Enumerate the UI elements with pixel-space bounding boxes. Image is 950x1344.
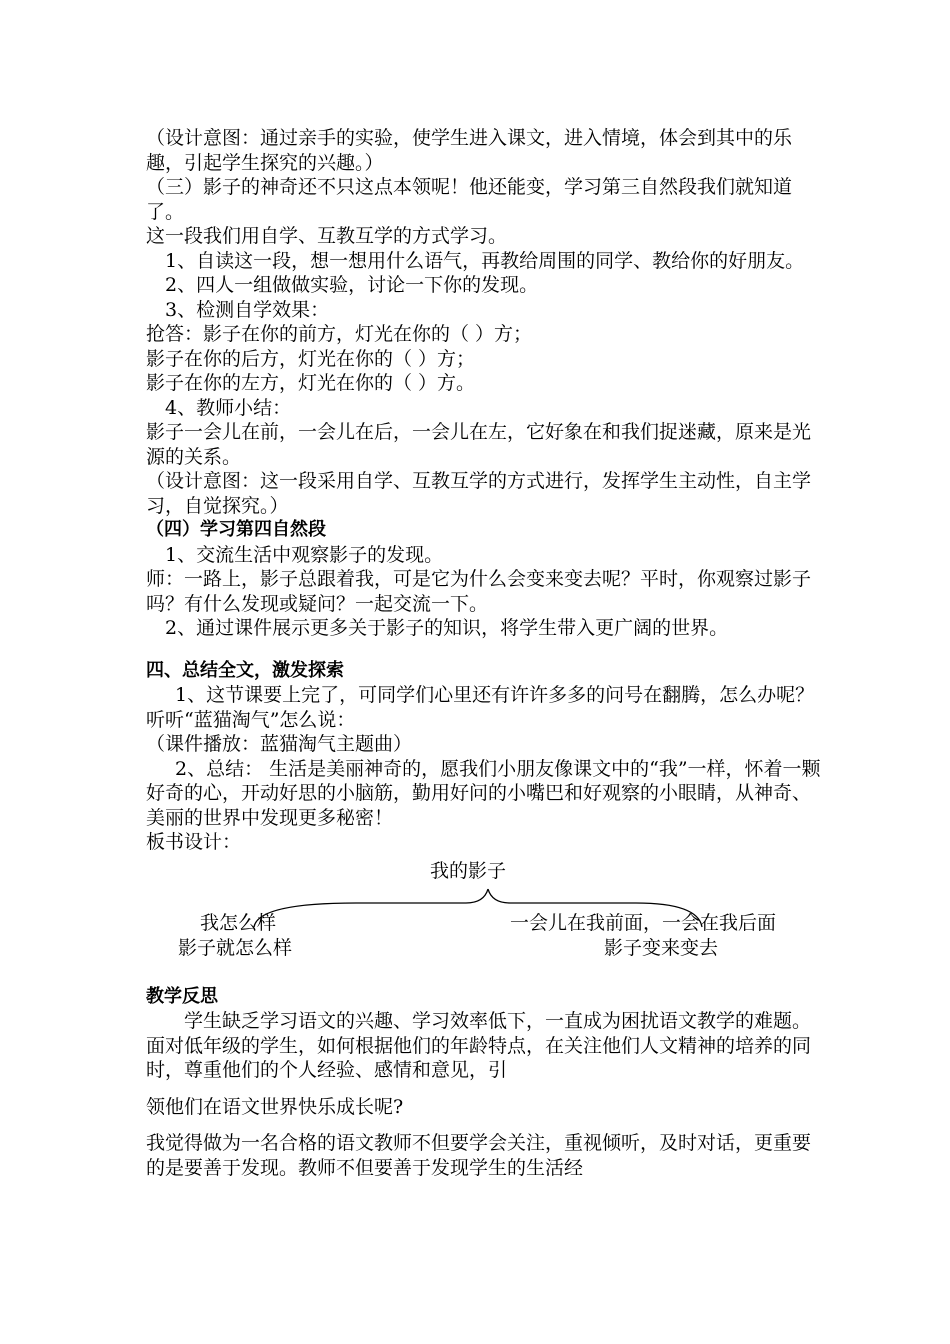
learning-method: 这一段我们用自学、互教互学的方式学习。 xyxy=(146,225,508,247)
design-intent-1: （设计意图：通过亲手的实验，使学生进入课文，进入情境，体会到其中的乐趣，引起学生探究的兴趣。） xyxy=(146,127,793,174)
step-1: 1、自读这一段，想一想用什么语气，再教给周围的同学、教给你的好朋友。 xyxy=(165,249,805,272)
board-design xyxy=(146,855,822,971)
reflection-paragraph-2: 我觉得做为一名合格的语文教师不但要学会关注，重视倾听，及时对话，更重要的是要善于发现。教师不但要善于发现学生的生活经 xyxy=(146,1132,812,1179)
brace-left-arc xyxy=(254,889,488,927)
teacher-summary: 影子一会儿在前，一会儿在后，一会儿在左，它好象在和我们捉迷藏，原来是光源的关系。 xyxy=(146,421,812,468)
design-intent-2: （设计意图：这一段采用自学、互教互学的方式进行，发挥学生主动性，自主学习，自觉探究。） xyxy=(146,470,812,517)
board-right-line-2: 影子变来变去 xyxy=(604,936,719,959)
reflection-paragraph-1: 学生缺乏学习语文的兴趣、学习效率低下，一直成为困扰语文教学的难题。面对低年级的学生，如何根据他们的年龄特点，在关注他们人文精神的培养的同时，尊重他们的个人经验、感情和意见，引 xyxy=(146,1010,812,1081)
step-2: 2、四人一组做做实验，讨论一下你的发现。 xyxy=(165,274,539,296)
summary-heading: 四、总结全文，激发探索 xyxy=(146,659,344,681)
section-four-heading: （四）学习第四自然段 xyxy=(146,519,326,540)
spacer xyxy=(146,971,822,985)
step-4: 4、教师小结： xyxy=(165,396,292,419)
board-left-line-1: 我怎么样 xyxy=(200,911,277,934)
step-3: 3、检测自学效果： xyxy=(165,298,330,321)
board-design-label: 板书设计： xyxy=(146,831,242,853)
board-title: 我的影子 xyxy=(430,859,507,882)
document-page xyxy=(146,126,822,1180)
section-three-intro: （三）影子的神奇还不只这点本领呢！他还能变，学习第三自然段我们就知道了。 xyxy=(146,176,793,223)
board-left-line-2: 影子就怎么样 xyxy=(178,936,293,959)
section-four-step-2: 2、通过课件展示更多关于影子的知识，将学生带入更广阔的世界。 xyxy=(165,617,729,639)
teacher-dialog: 师：一路上，影子总跟着我，可是它为什么会变来变去呢？平时，你观察过影子吗？有什么发现或疑问？一起交流一下。 xyxy=(146,568,812,615)
reflection-paragraph-1-end: 领他们在语文世界快乐成长呢? xyxy=(146,1095,404,1118)
spacer xyxy=(146,641,822,659)
quiz-line-1: 抢答：影子在你的前方，灯光在你的（ ）方； xyxy=(146,323,533,345)
quiz-line-3: 影子在你的左方，灯光在你的（ ）方。 xyxy=(146,372,476,394)
summary-step-2: 2、总结： 生活是美丽神奇的，愿我们小朋友像课文中的“我”一样，怀着一颗好奇的心，开动好思的小脑筋，勤用好问的小嘴巴和好观察的小眼睛，从神奇、美丽的世界中发现更多秘密！ xyxy=(146,757,821,829)
board-right-line-1: 一会儿在我前面，一会在我后面 xyxy=(510,911,777,934)
quiz-line-2: 影子在你的后方，灯光在你的（ ）方； xyxy=(146,347,476,370)
section-four-step-1: 1、交流生活中观察影子的发现。 xyxy=(165,543,444,566)
courseware-note: （课件播放：蓝猫淘气主题曲） xyxy=(146,733,413,755)
summary-step-1: 1、这节课要上完了，可同学们心里还有许许多多的问号在翻腾，怎么办呢？听听“蓝猫淘气”怎么说： xyxy=(146,684,815,731)
reflection-heading: 教学反思 xyxy=(146,985,218,1007)
